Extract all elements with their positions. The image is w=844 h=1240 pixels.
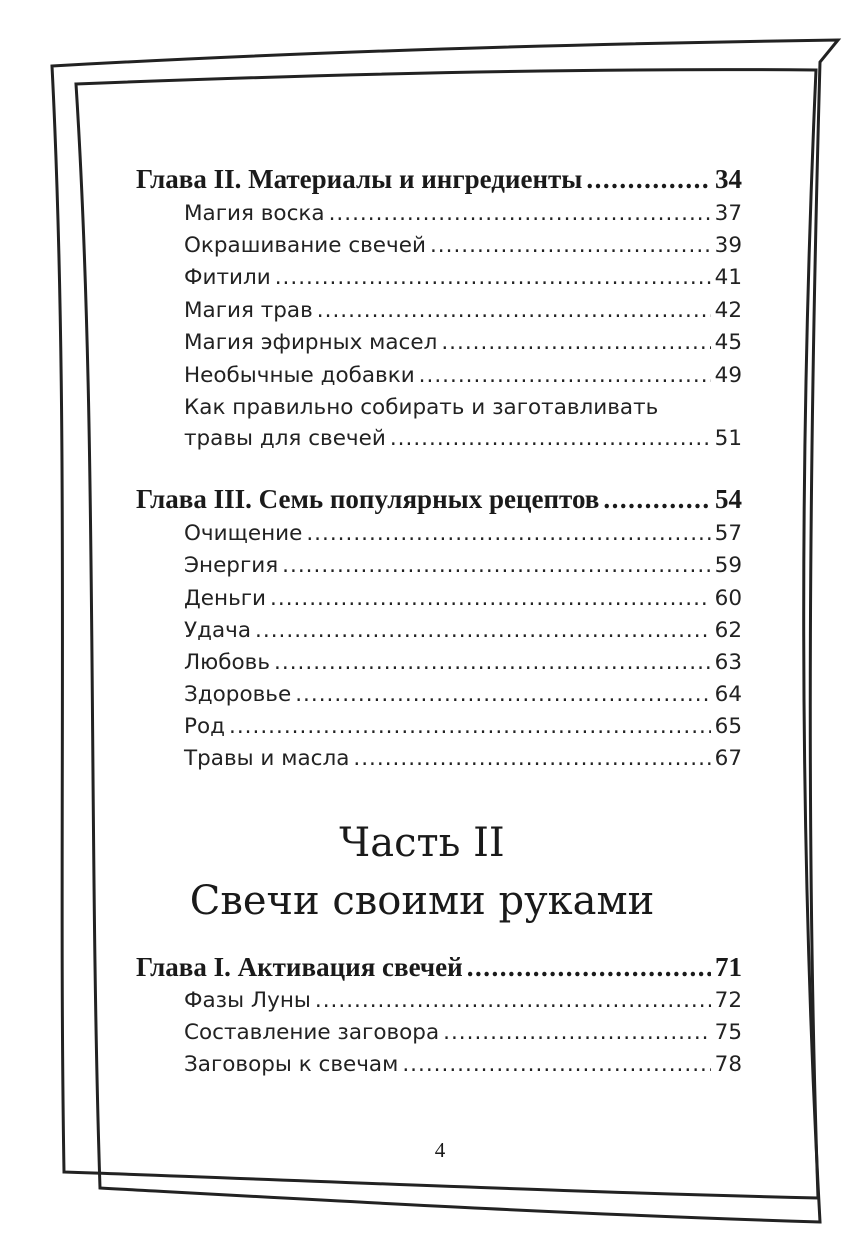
entry-page: 67 (714, 746, 742, 771)
entry-title: Здоровье (184, 682, 292, 707)
dot-leader (443, 1020, 711, 1045)
entry-title: Энергия (184, 553, 279, 578)
chapter-page: 71 (715, 952, 742, 982)
toc-chapter (136, 952, 742, 983)
entry-page: 63 (714, 650, 742, 675)
toc-entry (184, 521, 742, 546)
chapter-title: Глава II. Материалы и ингредиенты (136, 164, 583, 194)
entry-title: Магия воска (184, 201, 325, 226)
entry-page: 65 (714, 714, 742, 739)
toc-entry (184, 650, 742, 675)
entry-page: 57 (714, 521, 742, 546)
dot-leader (275, 265, 711, 290)
toc-entry (184, 363, 742, 388)
dot-leader (229, 714, 711, 739)
entry-page: 78 (714, 1052, 742, 1077)
entry-title: Деньги (184, 586, 267, 611)
toc-chapter (136, 484, 742, 515)
toc-entry (184, 714, 742, 739)
toc-entry (184, 426, 742, 451)
entry-page: 75 (714, 1020, 742, 1045)
dot-leader (306, 521, 710, 546)
dot-leader (282, 553, 710, 578)
toc-entry (184, 553, 742, 578)
entry-page: 51 (714, 426, 742, 451)
dot-leader (586, 164, 711, 195)
entry-page: 72 (714, 988, 742, 1013)
dot-leader (255, 618, 711, 643)
page-number: 4 (434, 1138, 446, 1162)
entry-title: Магия трав (184, 298, 313, 323)
entry-page: 59 (714, 553, 742, 578)
toc-entry (184, 618, 742, 643)
entry-page: 39 (714, 233, 742, 258)
toc-entry (184, 233, 742, 258)
dot-leader (315, 988, 711, 1013)
entry-page: 45 (714, 330, 742, 355)
toc-entry (184, 330, 742, 355)
entry-title: Необычные добавки (184, 363, 415, 388)
chapter-title: Глава III. Семь популярных рецептов (136, 484, 600, 514)
part-title-heading: Свечи своими руками (189, 878, 655, 924)
chapter-page: 54 (715, 484, 742, 514)
entry-title: Окрашивание свечей (184, 233, 426, 258)
entry-title: Фитили (184, 265, 271, 290)
entry-title: Удача (184, 618, 252, 643)
dot-leader (329, 201, 711, 226)
toc-entry (184, 586, 742, 611)
toc-entry (184, 1020, 742, 1045)
entry-title: Род (184, 714, 225, 739)
entry-page: 60 (714, 586, 742, 611)
entry-page: 49 (714, 363, 742, 388)
part-number-heading: Часть II (339, 820, 505, 866)
dot-leader (353, 746, 710, 771)
entry-page: 41 (714, 265, 742, 290)
entry-title: Любовь (184, 650, 271, 675)
entry-page: 62 (714, 618, 742, 643)
entry-title: Очищение (184, 521, 303, 546)
chapter-page: 34 (715, 164, 742, 194)
toc-entry (184, 988, 742, 1013)
dot-leader (270, 586, 711, 611)
dot-leader (295, 682, 710, 707)
toc-entry (184, 1052, 742, 1077)
entry-title: Заговоры к свечам (184, 1052, 399, 1077)
toc-entry (184, 201, 742, 226)
dot-leader (317, 298, 711, 323)
entry-page: 64 (714, 682, 742, 707)
toc-entry (184, 298, 742, 323)
dot-leader (274, 650, 711, 675)
chapter-title: Глава I. Активация свечей (136, 952, 463, 982)
entry-title: Магия эфирных масел (184, 330, 438, 355)
dot-leader (419, 363, 711, 388)
entry-page: 37 (714, 201, 742, 226)
entry-title: Составление заговора (184, 1020, 440, 1045)
entry-page: 42 (714, 298, 742, 323)
entry-title-line1: Как правильно собирать и заготавливать (184, 395, 659, 420)
toc-entry (184, 682, 742, 707)
entry-title: травы для свечей (184, 426, 386, 451)
entry-title: Травы и масла (184, 746, 350, 771)
dot-leader (603, 484, 711, 515)
entry-title: Фазы Луны (184, 988, 311, 1013)
dot-leader (441, 330, 710, 355)
toc-chapter (136, 164, 742, 195)
dot-leader (430, 233, 711, 258)
dot-leader (402, 1052, 710, 1077)
dot-leader (467, 952, 711, 983)
toc-entry (184, 746, 742, 771)
toc-entry (184, 265, 742, 290)
dot-leader (390, 426, 711, 451)
